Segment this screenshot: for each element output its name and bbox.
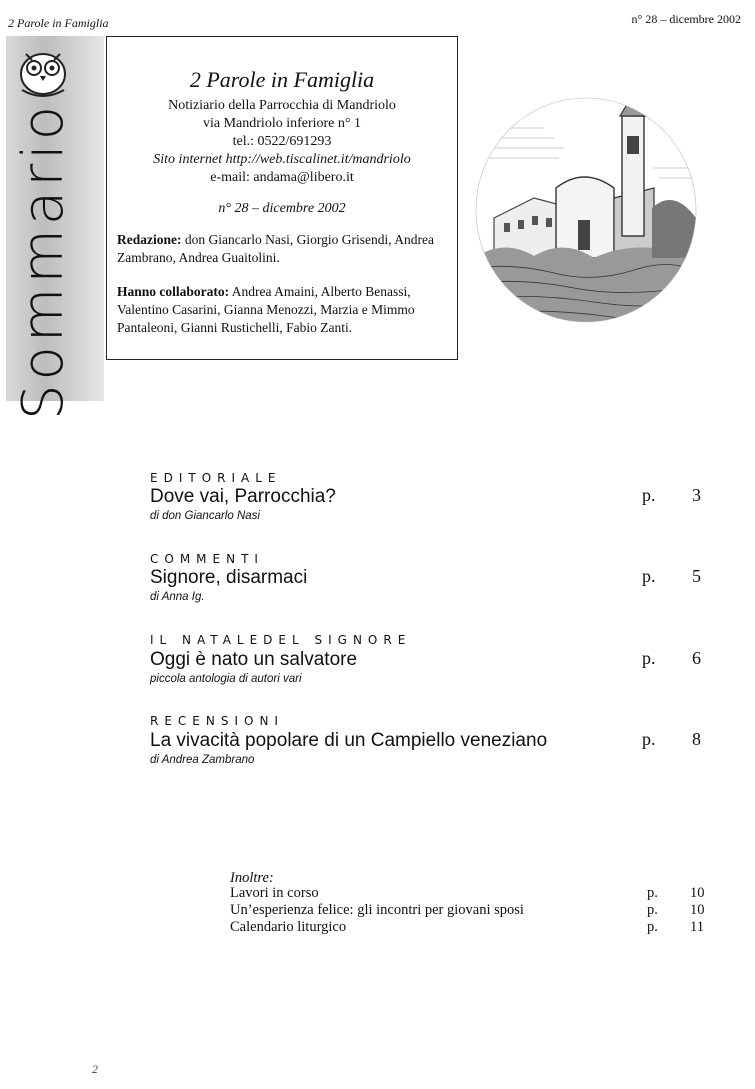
top-running-title: 2 Parole in Famiglia <box>8 16 109 30</box>
owl-logo-icon <box>12 42 74 100</box>
toc-author: piccola antologia di autori vari <box>150 673 302 685</box>
issue-number-top: n° 28 – dicembre 2002 <box>631 12 741 26</box>
toc-page-number: 8 <box>692 729 701 749</box>
toc-section-label: COMMENTI <box>150 552 264 566</box>
masthead-subtitle: Notiziario della Parrocchia di Mandriolo <box>168 98 396 113</box>
toc-section-label: IL NATALEDEL SIGNORE <box>150 633 412 647</box>
toc-page-number: 5 <box>692 566 701 586</box>
toc-p-label: p. <box>642 485 656 505</box>
toc-p-label: p. <box>642 729 656 749</box>
redazione-label: Redazione: <box>117 232 182 247</box>
redazione-names: don Giancarlo Nasi, Giorgio Grisendi, Andrea Zambrano, Andrea Guaitolini. <box>117 232 434 265</box>
toc-title[interactable]: La vivacità popolare di un Campiello veneziano <box>150 730 548 751</box>
toc-title[interactable]: Dove vai, Parrocchia? <box>150 486 336 507</box>
extras-title[interactable]: Lavori in corso <box>230 885 319 901</box>
masthead-box <box>106 36 458 360</box>
extras-page-number: 10 <box>690 885 705 901</box>
toc-p-label: p. <box>642 566 656 586</box>
extras-page-number: 10 <box>690 902 705 918</box>
toc-title[interactable]: Signore, disarmaci <box>150 567 308 588</box>
page-mark: 2 <box>92 1062 98 1076</box>
toc-p-label: p. <box>642 648 656 668</box>
masthead-phone: tel.: 0522/691293 <box>232 134 332 149</box>
extras-title[interactable]: Un’esperienza felice: gli incontri per giovani sposi <box>230 902 524 918</box>
extras-p-label: p. <box>647 885 658 901</box>
masthead-email-link[interactable]: e-mail: andama@libero.it <box>210 170 354 185</box>
extras-title[interactable]: Calendario liturgico <box>230 919 347 935</box>
sommario-vertical-label: Sommario <box>11 101 76 420</box>
collab-label: Hanno collaborato: <box>117 284 230 299</box>
masthead-title: 2 Parole in Famiglia <box>189 67 375 92</box>
extras-heading: Inoltre: <box>230 870 274 886</box>
toc-page-number: 3 <box>692 485 701 505</box>
toc-author: di Andrea Zambrano <box>150 754 255 766</box>
masthead-website-link[interactable]: Sito internet http://web.tiscalinet.it/mandriolo <box>153 152 411 167</box>
masthead-issue: n° 28 – dicembre 2002 <box>218 201 346 216</box>
toc-title[interactable]: Oggi è nato un salvatore <box>150 649 358 670</box>
toc-author: di Anna Ig. <box>150 591 205 603</box>
collab-names: Andrea Amaini, Alberto Benassi, Valentino Casarini, Gianna Menozzi, Marzia e Mimmo Pantaleoni, Gianni Rustichelli, Fabio Zanti. <box>117 284 415 335</box>
collaborators-credits <box>117 283 447 337</box>
extras-p-label: p. <box>647 919 658 935</box>
masthead-contact-block <box>107 97 457 187</box>
redazione-credits <box>117 231 447 267</box>
masthead-address: via Mandriolo inferiore n° 1 <box>203 116 361 131</box>
toc-section-label: EDITORIALE <box>150 471 282 485</box>
extras-p-label: p. <box>647 902 658 918</box>
toc-section-label: RECENSIONI <box>150 714 284 728</box>
extras-page-number: 11 <box>690 919 704 935</box>
toc-author: di don Giancarlo Nasi <box>150 510 260 522</box>
church-illustration <box>474 88 698 326</box>
toc-page-number: 6 <box>692 648 701 668</box>
